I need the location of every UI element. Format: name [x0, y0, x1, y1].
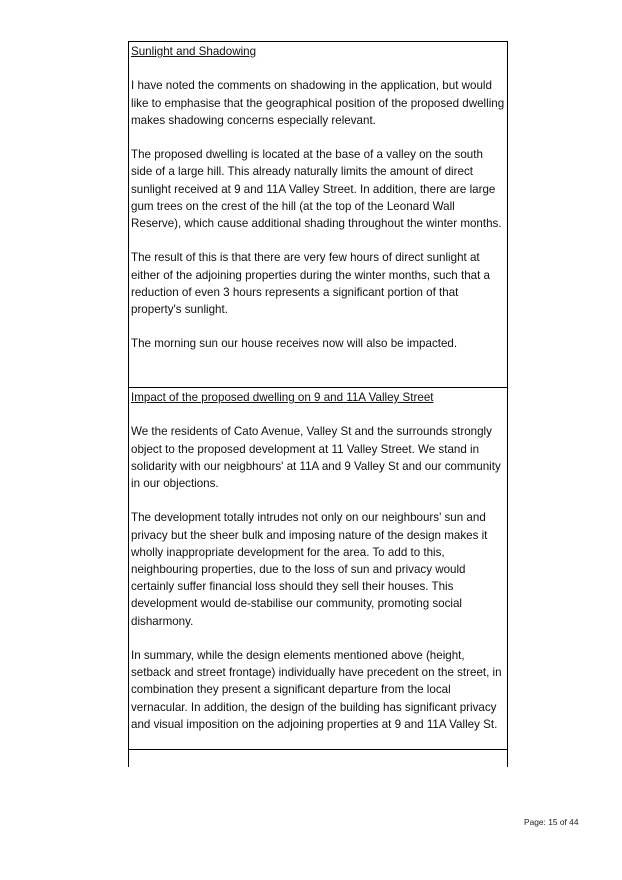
empty-table-row — [129, 750, 507, 751]
section-impact-valley-street — [129, 388, 507, 750]
paragraph: We the residents of Cato Avenue, Valley St and the surrounds strongly object to the proposed development at 11 Valley Street. We stand in solidarity with our neigbhours' at 11A and 9 Valley St and our community in our objections. — [131, 425, 501, 490]
paragraph: In summary, while the design elements mentioned above (height, setback and street frontage) individually have precedent on the street, in combination they present a significant departure from the local vernacular. In addition, the design of the building has significant privacy and visual imposition on the adjoining properties at 9 and 11A Valley St. — [131, 649, 502, 731]
section-heading: Impact of the proposed dwelling on 9 and 11A Valley Street — [131, 391, 434, 404]
paragraph: The proposed dwelling is located at the base of a valley on the south side of a large hill. This already naturally limits the amount of direct sunlight received at 9 and 11A Valley Street. In addition, there are large gum trees on the crest of the hill (at the top of the Leonard Wall Reserve), which cause additional shading throughout the winter months. — [131, 148, 502, 230]
page-number: Page: 15 of 44 — [524, 817, 579, 827]
section-sunlight-shadowing — [129, 42, 507, 388]
paragraph: The morning sun our house receives now will also be impacted. — [131, 337, 458, 351]
paragraph: I have noted the comments on shadowing in the application, but would like to emphasise that the geographical position of the proposed dwelling makes shadowing concerns especially relevant. — [131, 79, 505, 127]
paragraph: The development totally intrudes not only on our neighbours' sun and privacy but the sheer bulk and imposing nature of the design makes it wholly inappropriate development for the area. To add to this, neighbouring properties, due to the loss of sun and privacy would certainly suffer financial loss should they sell their houses. This development would de-stabilise our community, promoting social disharmony. — [131, 511, 488, 628]
section-heading: Sunlight and Shadowing — [131, 45, 257, 58]
submission-table — [128, 41, 508, 767]
paragraph: The result of this is that there are very few hours of direct sunlight at either of the adjoining properties during the winter months, such that a reduction of even 3 hours represents a significant portion of that property's sunlight. — [131, 251, 490, 316]
